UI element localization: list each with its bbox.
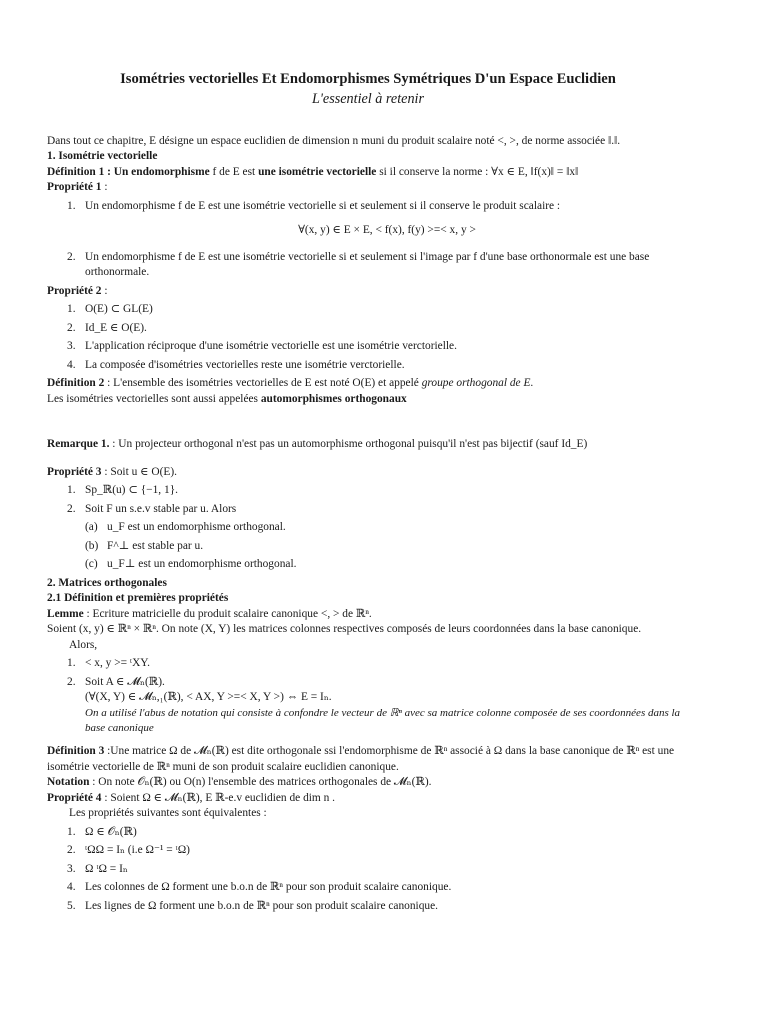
definition-1-label: Définition 1 : bbox=[47, 165, 114, 178]
list-item bbox=[47, 557, 689, 573]
property-4-text: : Soient Ω ∈ 𝓜ₙ(ℝ), E ℝ-e.v euclidien de dim n . bbox=[101, 791, 336, 804]
list-number: (c) bbox=[85, 558, 98, 571]
notation bbox=[47, 775, 689, 791]
list-number: 4. bbox=[67, 358, 76, 371]
list-item bbox=[47, 302, 689, 318]
list-item bbox=[47, 520, 689, 536]
remark-1-text: : Un projecteur orthogonal n'est pas un automorphisme orthogonal puisqu'il n'est pas bijectif (sauf Id_E) bbox=[109, 438, 588, 451]
list-item bbox=[47, 675, 689, 736]
property-2-colon: : bbox=[101, 284, 108, 297]
property-3-label: Propriété 3 bbox=[47, 465, 102, 478]
list-text: u_F est un endomorphisme orthogonal. bbox=[107, 521, 286, 534]
definition-2-text: : L'ensemble des isométries vectorielles de E est noté O(E) et appelé bbox=[104, 377, 422, 390]
list-text: L'application réciproque d'une isométrie vectorielle est une isométrie verctorielle. bbox=[85, 340, 457, 353]
definition-2-label: Définition 2 bbox=[47, 377, 105, 390]
definition-2-end: . bbox=[530, 377, 534, 390]
list-item bbox=[47, 321, 689, 337]
notation-text: : On note 𝒪ₙ(ℝ) ou O(n) l'ensemble des matrices orthogonales de 𝓜ₙ(ℝ). bbox=[89, 776, 432, 789]
list-item bbox=[47, 339, 689, 355]
list-item bbox=[47, 843, 689, 859]
lemma-label: Lemme bbox=[47, 607, 84, 620]
property-1-colon: : bbox=[101, 181, 108, 194]
list-number: (a) bbox=[85, 521, 98, 534]
remark-1-label: Remarque 1. bbox=[47, 438, 110, 451]
list-number: 1. bbox=[67, 657, 76, 670]
list-text: Un endomorphisme f de E est une isométrie vectorielle si et seulement si l'image par f d'une base orthonormale est une base orthonormale. bbox=[85, 250, 650, 279]
list-item bbox=[47, 250, 689, 281]
property-4-list bbox=[47, 825, 689, 915]
section-heading-1: 1. Isométrie vectorielle bbox=[47, 150, 158, 163]
definition-3 bbox=[47, 744, 689, 775]
list-text: Soit F un s.e.v stable par u. Alors bbox=[85, 502, 237, 515]
list-item bbox=[47, 199, 689, 239]
property-3-list bbox=[47, 483, 689, 517]
list-number: 4. bbox=[67, 881, 76, 894]
list-text: Les colonnes de Ω forment une b.o.n de ℝⁿ pour son produit scalaire canonique. bbox=[85, 881, 452, 894]
definition-1-bold-2: une isométrie vectorielle bbox=[258, 165, 377, 178]
list-number: 1. bbox=[67, 199, 76, 212]
list-text: Id_E ∈ O(E). bbox=[85, 321, 147, 334]
definition-3-text: :Une matrice Ω de 𝓜ₙ(ℝ) est dite orthogonale ssi l'endomorphisme de ℝⁿ associé à Ω dans la base canonique de ℝⁿ est une isométrie vectorielle de ℝⁿ muni de son produit scalaire euclidien canonique. bbox=[47, 745, 675, 773]
list-item bbox=[47, 502, 689, 518]
list-item bbox=[47, 880, 689, 896]
list-item bbox=[47, 899, 689, 915]
property-3-text: : Soit u ∈ O(E). bbox=[101, 465, 178, 478]
property-2-label: Propriété 2 bbox=[47, 284, 102, 297]
list-text: Ω ᵗΩ = Iₙ bbox=[85, 862, 128, 875]
intro-paragraph: Dans tout ce chapitre, E désigne un espace euclidien de dimension n muni du produit scalaire noté <, >, de norme associée ‖.‖. bbox=[47, 134, 621, 147]
property-2-list bbox=[47, 302, 689, 373]
list-item bbox=[47, 825, 689, 841]
list-text: ᵗΩΩ = Iₙ (i.e Ω⁻¹ = ᵗΩ) bbox=[85, 844, 190, 857]
list-number: 1. bbox=[67, 303, 76, 316]
list-number: 5. bbox=[67, 899, 76, 912]
definition-1-bold-1: Un endomorphisme bbox=[113, 165, 210, 178]
list-number: 2. bbox=[67, 502, 76, 515]
list-text: O(E) ⊂ GL(E) bbox=[85, 303, 153, 316]
lemma-text: : Ecriture matricielle du produit scalaire canonique <, > de ℝⁿ. bbox=[83, 607, 372, 620]
definition-2-line-2 bbox=[47, 392, 689, 408]
list-item bbox=[47, 656, 689, 672]
list-number: (b) bbox=[85, 539, 99, 552]
list-item bbox=[47, 862, 689, 878]
property-4-intro: Les propriétés suivantes sont équivalentes : bbox=[69, 807, 267, 820]
list-text: Sp_ℝ(u) ⊂ {−1, 1}. bbox=[85, 484, 179, 497]
document-subtitle: L'essentiel à retenir bbox=[311, 91, 425, 108]
definition-2 bbox=[47, 376, 689, 392]
list-item bbox=[47, 358, 689, 374]
property-3 bbox=[47, 465, 689, 481]
list-number: 2. bbox=[67, 250, 76, 263]
list-number: 3. bbox=[67, 340, 76, 353]
property-1-label: Propriété 1 bbox=[47, 181, 102, 194]
list-number: 2. bbox=[67, 844, 76, 857]
lemma-alors: Alors, bbox=[69, 638, 98, 651]
list-text: F^⊥ est stable par u. bbox=[107, 539, 204, 552]
lemma-list bbox=[47, 656, 689, 735]
list-text: < x, y >= ᵗXY. bbox=[85, 657, 150, 670]
definition-3-label: Définition 3 bbox=[47, 745, 105, 758]
section-heading-2: 2. Matrices orthogonales bbox=[47, 576, 167, 589]
definition-1-end: si il conserve la norme : ∀x ∈ E, ‖f(x)‖ = ‖x‖ bbox=[376, 165, 579, 178]
list-number: 1. bbox=[67, 825, 76, 838]
property-4-label: Propriété 4 bbox=[47, 791, 102, 804]
list-text: Soit A ∈ 𝓜ₙ(ℝ). bbox=[85, 675, 165, 688]
lemma bbox=[47, 607, 689, 623]
definition-2-line-2-text: Les isométries vectorielles sont aussi appelées bbox=[47, 392, 261, 405]
remark-1 bbox=[47, 437, 689, 453]
definition-2-italic: groupe orthogonal de E bbox=[421, 377, 531, 390]
list-text: La composée d'isométries vectorielles reste une isométrie verctorielle. bbox=[85, 358, 405, 371]
list-number: 1. bbox=[67, 484, 76, 497]
property-1-formula: ∀(x, y) ∈ E × E, < f(x), f(y) >=< x, y > bbox=[298, 224, 476, 237]
lemma-note: On a utilisé l'abus de notation qui consiste à confondre le vecteur de ℝⁿ avec sa matrice colonne composée de ses coordonnées dans la base canonique bbox=[85, 706, 681, 734]
list-number: 2. bbox=[67, 321, 76, 334]
lemma-equivalence: (∀(X, Y) ∈ 𝓜ₙ,₁(ℝ), < AX, Y >=< X, Y >) ⇔ E = Iₙ. bbox=[85, 691, 332, 704]
list-text: Un endomorphisme f de E est une isométrie vectorielle si et seulement si il conserve le produit scalaire : bbox=[85, 199, 561, 212]
definition-1 bbox=[47, 165, 689, 181]
definition-1-mid: f de E est bbox=[209, 165, 259, 178]
property-2 bbox=[47, 284, 689, 300]
document-title: Isométries vectorielles Et Endomorphismes Symétriques D'un Espace Euclidien bbox=[120, 71, 616, 87]
property-1-list bbox=[47, 199, 689, 281]
document-page bbox=[47, 70, 689, 917]
list-text: Les lignes de Ω forment une b.o.n de ℝⁿ pour son produit scalaire canonique. bbox=[85, 899, 439, 912]
definition-2-line-2-bold: automorphismes orthogonaux bbox=[260, 392, 407, 405]
list-item bbox=[47, 539, 689, 555]
list-text: u_F⊥ est un endomorphisme orthogonal. bbox=[107, 558, 297, 571]
property-3-sublist bbox=[47, 520, 689, 573]
list-number: 2. bbox=[67, 675, 76, 688]
subsection-heading-2-1: 2.1 Définition et premières propriétés bbox=[47, 592, 229, 605]
property-1 bbox=[47, 180, 689, 196]
lemma-soient: Soient (x, y) ∈ ℝⁿ × ℝⁿ. On note (X, Y) les matrices colonnes respectives composés de leurs coordonnées dans la base canonique. bbox=[47, 623, 642, 636]
notation-label: Notation bbox=[47, 776, 90, 789]
list-number: 3. bbox=[67, 862, 76, 875]
list-text: Ω ∈ 𝒪ₙ(ℝ) bbox=[85, 825, 137, 838]
property-4 bbox=[47, 791, 689, 807]
list-item bbox=[47, 483, 689, 499]
